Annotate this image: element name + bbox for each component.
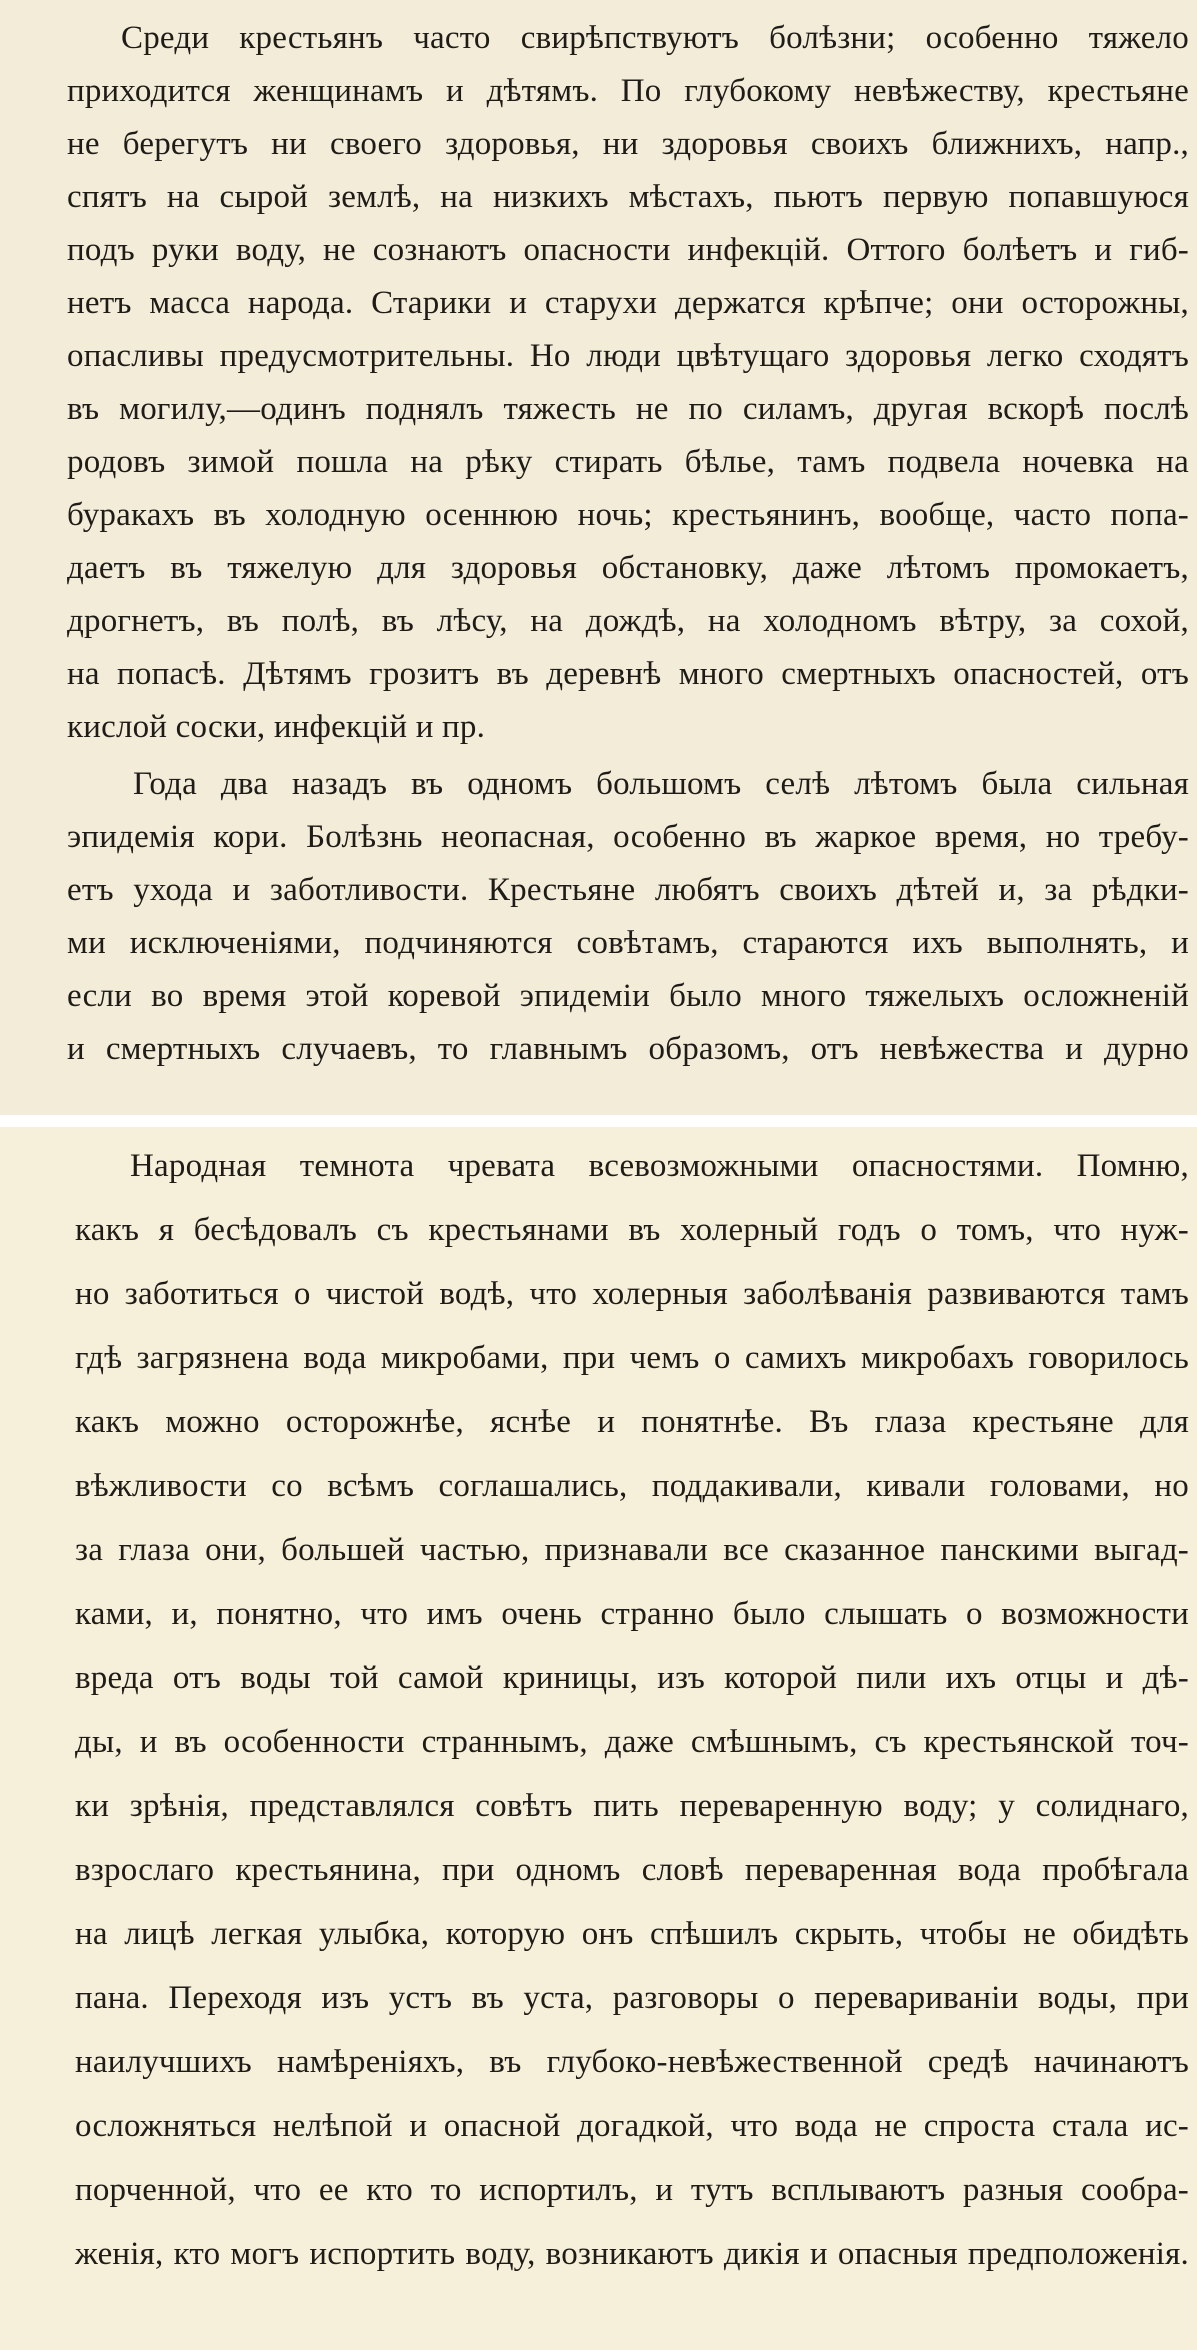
text-line: наилучшихъ намѣреніяхъ, въ глубоко-невѣжественной средѣ начинаютъ (75, 2044, 1189, 2080)
bottom-text-block (0, 1127, 1197, 2350)
text-line: подъ руки воду, не сознаютъ опасности инфекцій. Оттого болѣетъ и гиб- (67, 232, 1189, 268)
text-line: осложняться нелѣпой и опасной догадкой, что вода не спроста стала ис- (75, 2108, 1189, 2144)
text-line: пана. Переходя изъ устъ въ уста, разговоры о перевариваніи воды, при (75, 1980, 1189, 2016)
text-line: и смертныхъ случаевъ, то главнымъ образомъ, отъ невѣжества и дурно (67, 1031, 1189, 1067)
text-line: даетъ въ тяжелую для здоровья обстановку, даже лѣтомъ промокаетъ, (67, 550, 1189, 586)
text-line: приходится женщинамъ и дѣтямъ. По глубокому невѣжеству, крестьяне (67, 73, 1189, 109)
text-line: Среди крестьянъ часто свирѣпствуютъ болѣзни; особенно тяжело (121, 20, 1189, 56)
top-text-block (0, 0, 1197, 1115)
text-line: вреда отъ воды той самой криницы, изъ которой пили ихъ отцы и дѣ- (75, 1660, 1189, 1696)
text-line: спятъ на сырой землѣ, на низкихъ мѣстахъ, пьютъ первую попавшуюся (67, 179, 1189, 215)
text-line: родовъ зимой пошла на рѣку стирать бѣлье, тамъ подвела ночевка на (67, 444, 1189, 480)
text-line: какъ я бесѣдовалъ съ крестьянами въ холерный годъ о томъ, что нуж- (75, 1212, 1189, 1248)
text-line: нетъ масса народа. Старики и старухи держатся крѣпче; они осторожны, (67, 285, 1189, 321)
text-line: Народная темнота чревата всевозможными опасностями. Помню, (130, 1148, 1189, 1184)
text-line: эпидемія кори. Болѣзнь неопасная, особенно въ жаркое время, но требу- (67, 819, 1189, 855)
text-line: вѣжливости со всѣмъ соглашались, поддакивали, кивали головами, но (75, 1468, 1189, 1504)
text-line: кислой соски, инфекцій и пр. (67, 709, 486, 745)
text-line: ды, и въ особенности страннымъ, даже смѣшнымъ, съ крестьянской точ- (75, 1724, 1189, 1760)
text-line: взрослаго крестьянина, при одномъ словѣ переваренная вода пробѣгала (75, 1852, 1189, 1888)
text-line: ми исключеніями, подчиняются совѣтамъ, стараются ихъ выполнять, и (67, 925, 1189, 961)
text-line: етъ ухода и заботливости. Крестьяне любятъ своихъ дѣтей и, за рѣдки- (67, 872, 1189, 908)
text-line: на лицѣ легкая улыбка, которую онъ спѣшилъ скрыть, чтобы не обидѣть (75, 1916, 1189, 1952)
text-line: порченной, что ее кто то испортилъ, и тутъ всплываютъ разныя сообра- (75, 2172, 1189, 2208)
text-line: на попасѣ. Дѣтямъ грозитъ въ деревнѣ много смертныхъ опасностей, отъ (67, 656, 1189, 692)
text-line: опасливы предусмотрительны. Но люди цвѣтущаго здоровья легко сходятъ (67, 338, 1189, 374)
text-line: буракахъ въ холодную осеннюю ночь; крестьянинъ, вообще, часто попа- (67, 497, 1189, 533)
text-line: за глаза они, большей частью, признавали все сказанное панскими выгад- (75, 1532, 1189, 1568)
text-line: гдѣ загрязнена вода микробами, при чемъ о самихъ микробахъ говорилось (75, 1340, 1189, 1376)
text-line: ками, и, понятно, что имъ очень странно было слышать о возможности (75, 1596, 1189, 1632)
text-line: какъ можно осторожнѣе, яснѣе и понятнѣе. Въ глаза крестьяне для (75, 1404, 1189, 1440)
text-line: ки зрѣнія, представлялся совѣтъ пить переваренную воду; у солиднаго, (75, 1788, 1189, 1824)
text-line: женія, кто могъ испортить воду, возникаютъ дикія и опасныя предположенія. (75, 2236, 1189, 2272)
text-line: не берегутъ ни своего здоровья, ни здоровья своихъ ближнихъ, напр., (67, 126, 1189, 162)
text-line: въ могилу,—одинъ поднялъ тяжесть не по силамъ, другая вскорѣ послѣ (67, 391, 1189, 427)
text-line: но заботиться о чистой водѣ, что холерныя заболѣванія развиваются тамъ (75, 1276, 1189, 1312)
text-line: Года два назадъ въ одномъ большомъ селѣ лѣтомъ была сильная (133, 766, 1189, 802)
text-line: если во время этой коревой эпидеміи было много тяжелыхъ осложненій (67, 978, 1189, 1014)
text-line: дрогнетъ, въ полѣ, въ лѣсу, на дождѣ, на холодномъ вѣтру, за сохой, (67, 603, 1189, 639)
page-gap (0, 1115, 1197, 1127)
